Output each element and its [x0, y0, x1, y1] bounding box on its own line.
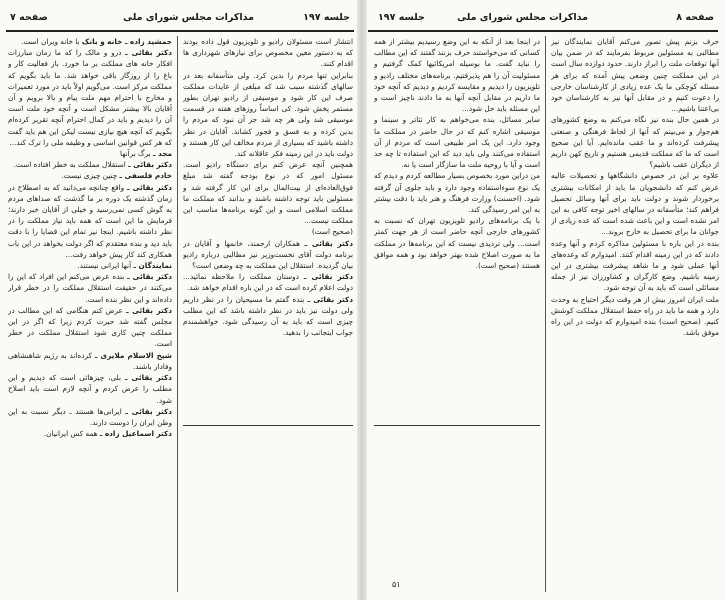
speaker-name: جمشید زاده ـ خانه و بانک [81, 37, 172, 46]
speaker-name: دکتر بقائی ـ [126, 305, 172, 315]
left-page [0, 0, 362, 600]
book-gutter [357, 0, 367, 600]
paragraph [551, 170, 719, 237]
paragraph-text: عرض کنم هنگامی که این مطالب در مجلس گفته شد حیرت کردم زیرا که اگر در این مملکت چنین کاری شود استقلال مملکت در خطر است. [8, 305, 172, 349]
paragraph [374, 170, 540, 215]
paragraph-text: با خانه ویران است. [21, 37, 80, 46]
paragraph [551, 114, 719, 170]
speaker-name: دکتر بقائی ـ [125, 48, 172, 58]
right-page [362, 0, 725, 600]
right-page-title: مذاکرات مجلس شورای ملی [457, 12, 588, 23]
paragraph-text: چنین چیزی نیست. [61, 171, 118, 181]
speaker-name: دکتر بقائی ـ [128, 160, 172, 170]
right-section-rule [374, 425, 540, 426]
paragraph [551, 36, 719, 114]
paragraph-text: (صحیح است) [311, 227, 353, 237]
paragraph-text: ایرانی‌ها هستند ـ دیگر نسبت به این وطن ایران را دوست دارند. [8, 406, 172, 427]
paragraph-text: در همین حال بنده نیز نگاه می‌کنم به وضع کشورهای هم‌جوار و می‌بینم که آنها از لحاظ فرهنگی و صنعتی پیشرفت کرده‌اند و ما عقب مانده‌ایم. آیا این صحیح است که ما که مملکت قدیمی هستیم و تاریخ کهن داریم از دیگران عقب باشیم؟ [551, 115, 719, 170]
left-section-rule [183, 425, 353, 426]
paragraph-text: دوستان مملکت را ملاحظه نمائید... دولت اعلام کرده است که در این باره اقدام خواهد شد. [183, 272, 353, 293]
paragraph [551, 294, 719, 339]
paragraph [183, 226, 353, 237]
left-column-divider [177, 36, 178, 592]
paragraph [8, 350, 172, 372]
paragraph [183, 238, 353, 272]
paragraph [8, 47, 172, 148]
right-page-session: جلسه ۱۹۷ [378, 12, 425, 23]
paragraph-text: حرف بزنم پیش تصور می‌کنم آقایان نمایندگان نیز مطالبی به مسئولین مربوط بفرمایند که در ضمن بیان آنها توقعات ملت را ابراز دارند. حدود دوازده سال است در این مملکت چنین وضعی پیش آمده که برای هر مسئله کوچکی ما یک عده زیادی از کارشناسان خارجی را دعوت کنیم و در مقابل آنها نیز به کارشناسان خود بی‌اعتنا باشیم... [551, 37, 719, 114]
speaker-name: دکتر بقائی ـ [127, 272, 172, 282]
speaker-name: خادم فلسفی ـ [119, 171, 172, 181]
left-page-column-right [183, 36, 353, 596]
paragraph [8, 372, 172, 406]
paragraph-text: برگ برآنها [120, 149, 151, 159]
paragraph-text: سایر مسائل، بنده می‌خواهم به کار تئاتر و سینما و موسیقی اشاره کنم که در حال حاضر در مملکت ما وجود دارد. این یک امر طبیعی است که مردم از آن استفاده می‌کنند ولی باید دید که این استفاده تا چه حد است و آیا با روحیه ملت ما سازگار است یا نه. [374, 115, 540, 170]
paragraph [8, 170, 172, 181]
paragraph [8, 36, 172, 47]
right-header-rule [368, 30, 718, 32]
paragraph [8, 305, 172, 350]
speaker-name: دکتر بقائی ـ [127, 182, 172, 192]
paragraph-text: کرده‌اند به رژیم شاهنشاهی وفادار باشند. [8, 350, 172, 371]
paragraph-text: آنها ایرانی نیستند. [77, 261, 132, 271]
paragraph-text: بنده عرض می‌کنم این افراد که این را می‌کنند در حقیقت استقلال مملکت را در خطر قرار داده‌اند و این نظر بنده است. [8, 272, 172, 304]
paragraph-text: بلی، چیزهائی است که دیدیم و این مطلب را عرض کردم و آنچه لازم است باید اصلاح شود. [8, 373, 172, 405]
speaker-name: دکتر بقائی ـ [125, 406, 172, 416]
paragraph [183, 294, 353, 339]
paragraph-text: درو و مالک را که ما زمان مبارزات افکار خانه های مملکت بر ما خورد. باز فعالیت کار و باغ را از روزگار باقی خواهد شد. ما باید بگویم که مملکت مرکز است. می‌گویم اولاً باید در مورد تعمیرات و مخارج با احترام مهم ملت پیام و بالا برویم و آن آقایان بالا بیشتر مشکل است و آنچه خود ملت است آن را دیدیم و باید در کمال احترام آنچه تقریر کرده‌ام بگویم که آنچه هیچ نیازی نیست لیکن این هم باید گفت که هر کس قوانین اساسی و وظیفه ملی را ترک کند... [8, 48, 172, 147]
speaker-name: دکتر بقائی ـ [303, 272, 353, 282]
paragraph-text: بنده در این باره با مسئولین مذاکره کردم و آنها وعده دادند که در این زمینه اقدام کنند. امیدوارم که وعده‌های آنها عملی شود و ما شاهد پیشرفت بیشتری در این زمینه باشیم. وضع کارگران و کشاورزان نیز از جمله مسائلی است که باید به آن توجه شود. [551, 238, 719, 293]
paragraph-text: واقع چنانچه می‌دانید که به اصطلاح در زمان گذشته یک دوره بر ما گذشت که صداهای مردم به گوش کسی نمی‌رسید و خیلی از آقایان خبر دارند؛ فرمایش ما این است که همه باید نیاز مملکت را در نظر داشته باشیم. اینجا نیز تمام این قضایا را با دقت باید دید و بنده معتقدم که اگر دولت بخواهد در این باب همکاری کند کار پیش خواهد رفت... [8, 182, 172, 259]
paragraph-text: بنابراین تنها مردم را بدین کرد. ولی متأسفانه بعد در سالهای گذشته سبب شد که مبلغی از عایدات مملکت صرف این کار شود و موسیقی از رادیو تهران بطور مستمر پخش شود. کی اساساً روزهای هفته در قسمت موسیقی شد ولی هر چه شد جز آن نبود که مردم را بدین کرده و به فسق و فجور کشاند. آقایان در نظر داشته باشید که بسیاری از مردم مخالف این کار هستند و دولت باید در این زمینه فکر عاقلانه کند. [183, 70, 353, 159]
paragraph-text: همه کس ایرانیان. [43, 429, 98, 439]
speaker-name: دکتر بقائی ـ [124, 373, 172, 383]
paragraph-text: همکاران ارجمند، خانمها و آقایان در برنامه دولت آقای نخست‌وزیر نیز مطالبی درباره رادیو بیان گردیده. استقلال این مملکت به چه وضعی است؟ [183, 238, 353, 271]
paragraph [183, 271, 353, 293]
speaker-name: دکتر بقائی ـ [307, 294, 353, 304]
right-column-divider [545, 36, 546, 592]
speaker-name: دکتر اسماعیل زاده ـ [99, 429, 172, 439]
paragraph-text: ملت ایران امروز بیش از هر وقت دیگر احتیاج به وحدت دارد و همه ما باید در راه حفظ استقلال مملکت کوشش کنیم. (صحیح است) بنده امیدوارم که دولت در این راه موفق باشد. [551, 294, 719, 338]
left-page-number: صفحه ۷ [10, 12, 48, 23]
paragraph-text: با یک برنامه‌های رادیو تلویزیون تهران که نسبت به کشورهای خارجی آنچه حاضر است از هر جهت کمتر است... ولی تردیدی نیست که این برنامه‌ها در مملکت ما به صورت اصلاح شده بهتر خواهد بود و همه موافق هستند (صحیح است). [374, 216, 540, 271]
paragraph [374, 215, 540, 271]
paragraph [183, 70, 353, 160]
left-page-column-left [8, 36, 172, 596]
paragraph-text: علاوه بر این در خصوص دانشگاهها و تحصیلات عالیه عرض کنم که دانشجویان ما باید از امکانات بیشتری برخوردار شوند و دولت باید برای آنها وسائل تحصیل فراهم کند؛ متأسفانه در سالهای اخیر توجه کافی به این امر نشده است و این باعث شده است که عده زیادی از جوانان ما برای تحصیل به خارج بروند... [551, 171, 719, 237]
paragraph [8, 271, 172, 305]
paragraph [8, 159, 172, 170]
paragraph [8, 182, 172, 260]
paragraph [183, 159, 353, 226]
paragraph [8, 148, 172, 159]
right-page-column-left [374, 36, 540, 596]
left-page-title: مذاکرات مجلس شورای ملی [123, 12, 254, 23]
speaker-name: نمایندگان ـ [133, 261, 172, 271]
paragraph-text: من دراین مورد بخصوص بسیار مطالعه کردم و دیدم که یک نوع سوءاستفاده وجود دارد و باید جلوی آن گرفته شود. (احسنت) وزارت فرهنگ و هنر باید با دقت بیشتر به این امر رسیدگی کند. [374, 171, 540, 215]
paragraph-text: انتشار است مسئولان رادیو و تلویزیون قول داده بودند که به دستور معین مخصوص برای نیازهای شهرداری ها اقدام کنند. [183, 37, 353, 69]
paragraph [8, 260, 172, 271]
paragraph-text: همچنین آنچه عرض کنم برای دستگاه رادیو است. مسئول امور که در نوع بودجه گفته شد مبلغ فوق‌العاده‌ای از بیت‌المال برای این کار گرفته شد و مسئولین باید توجه داشته باشند و بدانند که مملکت ما مملکت اسلامی است و این گونه برنامه‌ها مناسب این مملکت نیست... [183, 160, 353, 226]
right-page-header [368, 8, 718, 28]
speaker-name: شیخ الاسلام ملایری ـ [94, 350, 172, 360]
right-page-column-right [551, 36, 719, 596]
right-page-number: صفحه ۸ [676, 12, 714, 23]
paragraph [374, 114, 540, 170]
paragraph [183, 36, 353, 70]
left-header-rule [6, 30, 354, 32]
paragraph-text: در اینجا بعد از آنکه به این وضع رسیدیم بیشتر از همه کسانی که می‌خواستند حرف بزنند گفتند که این مطالب را نباید گفت. ما بوسیله امریکائیها کمک گرفتیم و مسئولیت آن را هم پذیرفتیم. برنامه‌های مختلف رادیو و تلویزیون را دیدیم و مقایسه کردیم و دیدیم که آنچه خود ما داریم در مقابل آنچه آنها به ما دادند ناچیز است و این مسئله باید حل شود... [374, 37, 540, 114]
paragraph-text: استقلال مملکت به خطر افتاده است. [13, 160, 126, 170]
speaker-name: مجد ـ [152, 149, 172, 159]
paragraph [374, 36, 540, 114]
left-page-session: جلسه ۱۹۷ [303, 12, 350, 23]
left-page-header [6, 8, 354, 28]
paragraph [8, 406, 172, 428]
speaker-name: دکتر بقائی ـ [304, 238, 353, 248]
paragraph-text: بنده گفتم ما مسیحیان را در نظر داریم ولی دولت نیز باید در نظر داشته باشد که این مطلب چیزی است که باید به آن رسیدگی شود. خواهشمندم جواب اینجانب را بدهید. [183, 294, 353, 338]
paragraph [551, 238, 719, 294]
paragraph [8, 428, 172, 439]
right-page-footer-number: ۵۱ [392, 580, 401, 589]
